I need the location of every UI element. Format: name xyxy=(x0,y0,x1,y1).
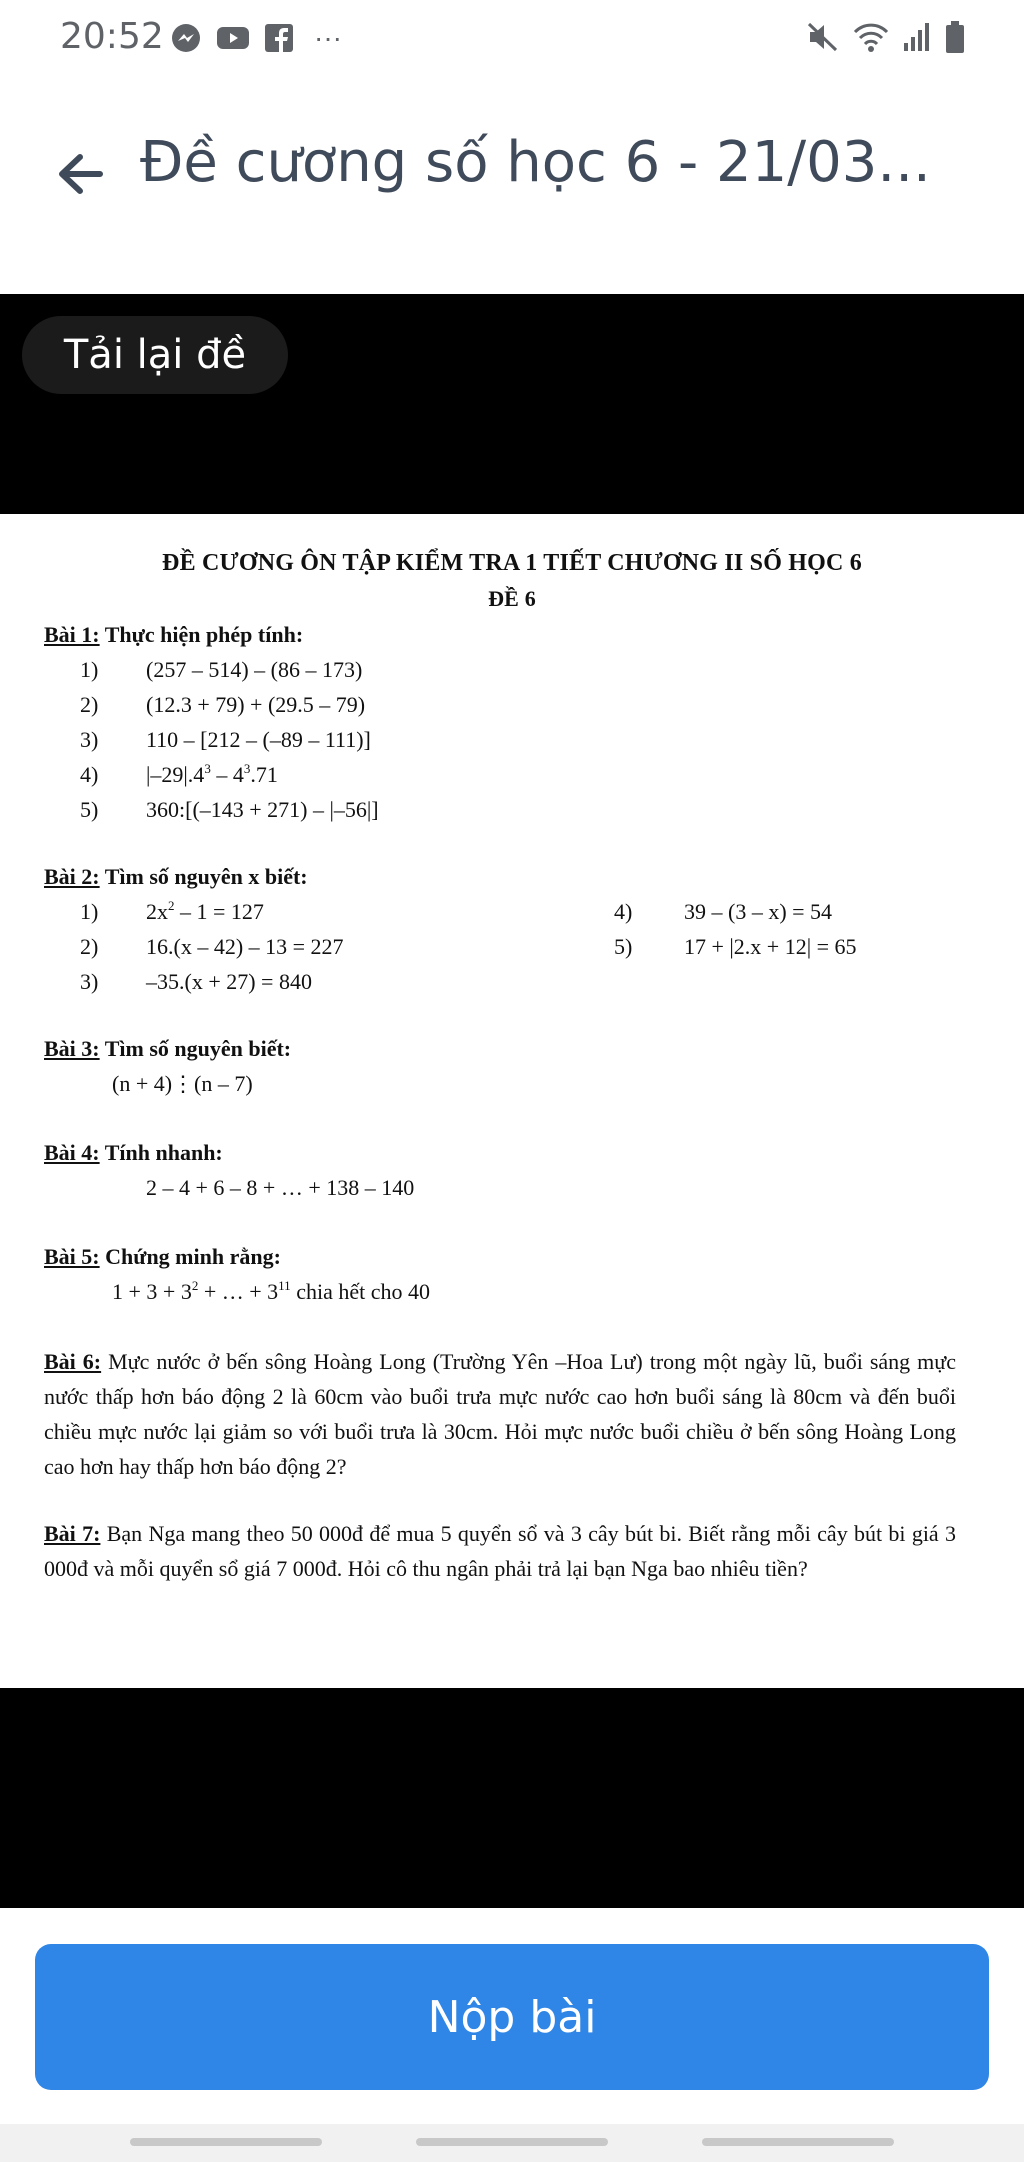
notification-icons xyxy=(170,22,342,54)
b2-heading: Bài 2: Tìm số nguyên x biết: xyxy=(44,864,308,889)
submit-button[interactable]: Nộp bài xyxy=(35,1944,989,2090)
doc-title: ĐỀ CƯƠNG ÔN TẬP KIỂM TRA 1 TIẾT CHƯƠNG II SỐ HỌC 6 xyxy=(162,550,862,576)
b1-expr-4: $|-29|.4^3 - 4^3.71$ xyxy=(146,761,278,787)
signal-icon xyxy=(902,21,932,53)
b1-num-4: 4) xyxy=(80,762,99,787)
b2-expr-2: 16.(x – 42) – 13 = 227 xyxy=(146,934,344,959)
status-time: 20:52 xyxy=(60,16,164,57)
b2-expr-5: 17 + |2.x + 12| = 65 xyxy=(684,934,857,959)
more-icon: ··· xyxy=(314,22,342,53)
b2-num-1: 1) xyxy=(80,899,99,924)
messenger-icon xyxy=(170,22,202,54)
b1-expr-1: (257 – 514) – (86 – 173) xyxy=(146,657,363,682)
reload-button[interactable]: Tải lại đề xyxy=(22,316,288,394)
mute-icon xyxy=(806,21,840,53)
b3-heading: Bài 3: Tìm số nguyên biết: xyxy=(44,1036,292,1061)
b3-expr: (n + 4)⋮(n – 7) xyxy=(112,1071,253,1096)
facebook-icon xyxy=(264,23,294,53)
submit-area xyxy=(0,1908,1024,2124)
bottom-band xyxy=(0,1688,1024,1908)
battery-icon xyxy=(944,20,966,54)
b1-heading: Bài 1: Thực hiện phép tính: xyxy=(44,622,304,647)
b7-paragraph: Bài 7: Bạn Nga mang theo 50 000đ để mua 5 quyển sổ và 3 cây bút bi. Biết rằng mỗi cây bút bi giá 3 000đ và mỗi quyển sổ giá 7 000đ. Hỏi cô thu ngân phải trả lại bạn Nga bao nhiêu tiền? xyxy=(44,1521,956,1581)
nav-recents-button[interactable] xyxy=(130,2138,322,2146)
exam-document xyxy=(0,514,1024,1688)
b1-expr-2: (12.3 + 79) + (29.5 – 79) xyxy=(146,692,366,717)
b4-expr: 2 – 4 + 6 – 8 + … + 138 – 140 xyxy=(146,1175,415,1200)
b1-num-2: 2) xyxy=(80,692,99,717)
b2-expr-1: $2x^2 - 1 = 127$ xyxy=(146,898,264,924)
b1-expr-5: 360:[(–143 + 271) – |–56|] xyxy=(146,797,379,822)
nav-home-button[interactable] xyxy=(416,2138,608,2146)
page-title: Đề cương số học 6 - 21/03... xyxy=(140,130,931,195)
back-arrow-icon[interactable] xyxy=(50,144,110,204)
b2-num-3: 3) xyxy=(80,969,99,994)
youtube-icon xyxy=(216,24,250,52)
top-band xyxy=(0,294,1024,514)
b6-paragraph: Bài 6: Mực nước ở bến sông Hoàng Long (Trường Yên –Hoa Lư) trong một ngày lũ, buổi sáng mực nước thấp hơn báo động 2 là 60cm vào buổi trưa mực nước cao hơn buổi sáng là 80cm và đến buổi chiều mực nước lại giảm so với buổi trưa là 30cm. Hỏi mực nước buổi chiều ở bến sông Hoàng Long cao hơn hay thấp hơn báo động 2? xyxy=(44,1349,956,1479)
b2-num-4: 4) xyxy=(614,899,633,924)
status-bar xyxy=(0,0,1024,80)
nav-back-button[interactable] xyxy=(702,2138,894,2146)
b2-num-2: 2) xyxy=(80,934,99,959)
b1-num-5: 5) xyxy=(80,797,99,822)
system-icons xyxy=(806,20,966,54)
nav-bar xyxy=(0,2124,1024,2162)
b5-expr: $1 + 3 + 3^2$ + … + $3^{11}$ chia hết cho 40 xyxy=(112,1278,430,1304)
b2-expr-3: –35.(x + 27) = 840 xyxy=(146,969,312,994)
app-bar xyxy=(0,80,1024,294)
b2-expr-4: 39 – (3 – x) = 54 xyxy=(684,899,833,924)
doc-subtitle: ĐỀ 6 xyxy=(488,586,536,611)
b1-expr-3: 110 – [212 – (–89 – 111)] xyxy=(146,727,371,752)
wifi-icon xyxy=(852,21,890,53)
b5-heading: Bài 5: Chứng minh rằng: xyxy=(44,1244,281,1269)
b1-num-1: 1) xyxy=(80,657,99,682)
b1-num-3: 3) xyxy=(80,727,99,752)
b2-num-5: 5) xyxy=(614,934,633,959)
b4-heading: Bài 4: Tính nhanh: xyxy=(44,1140,223,1165)
